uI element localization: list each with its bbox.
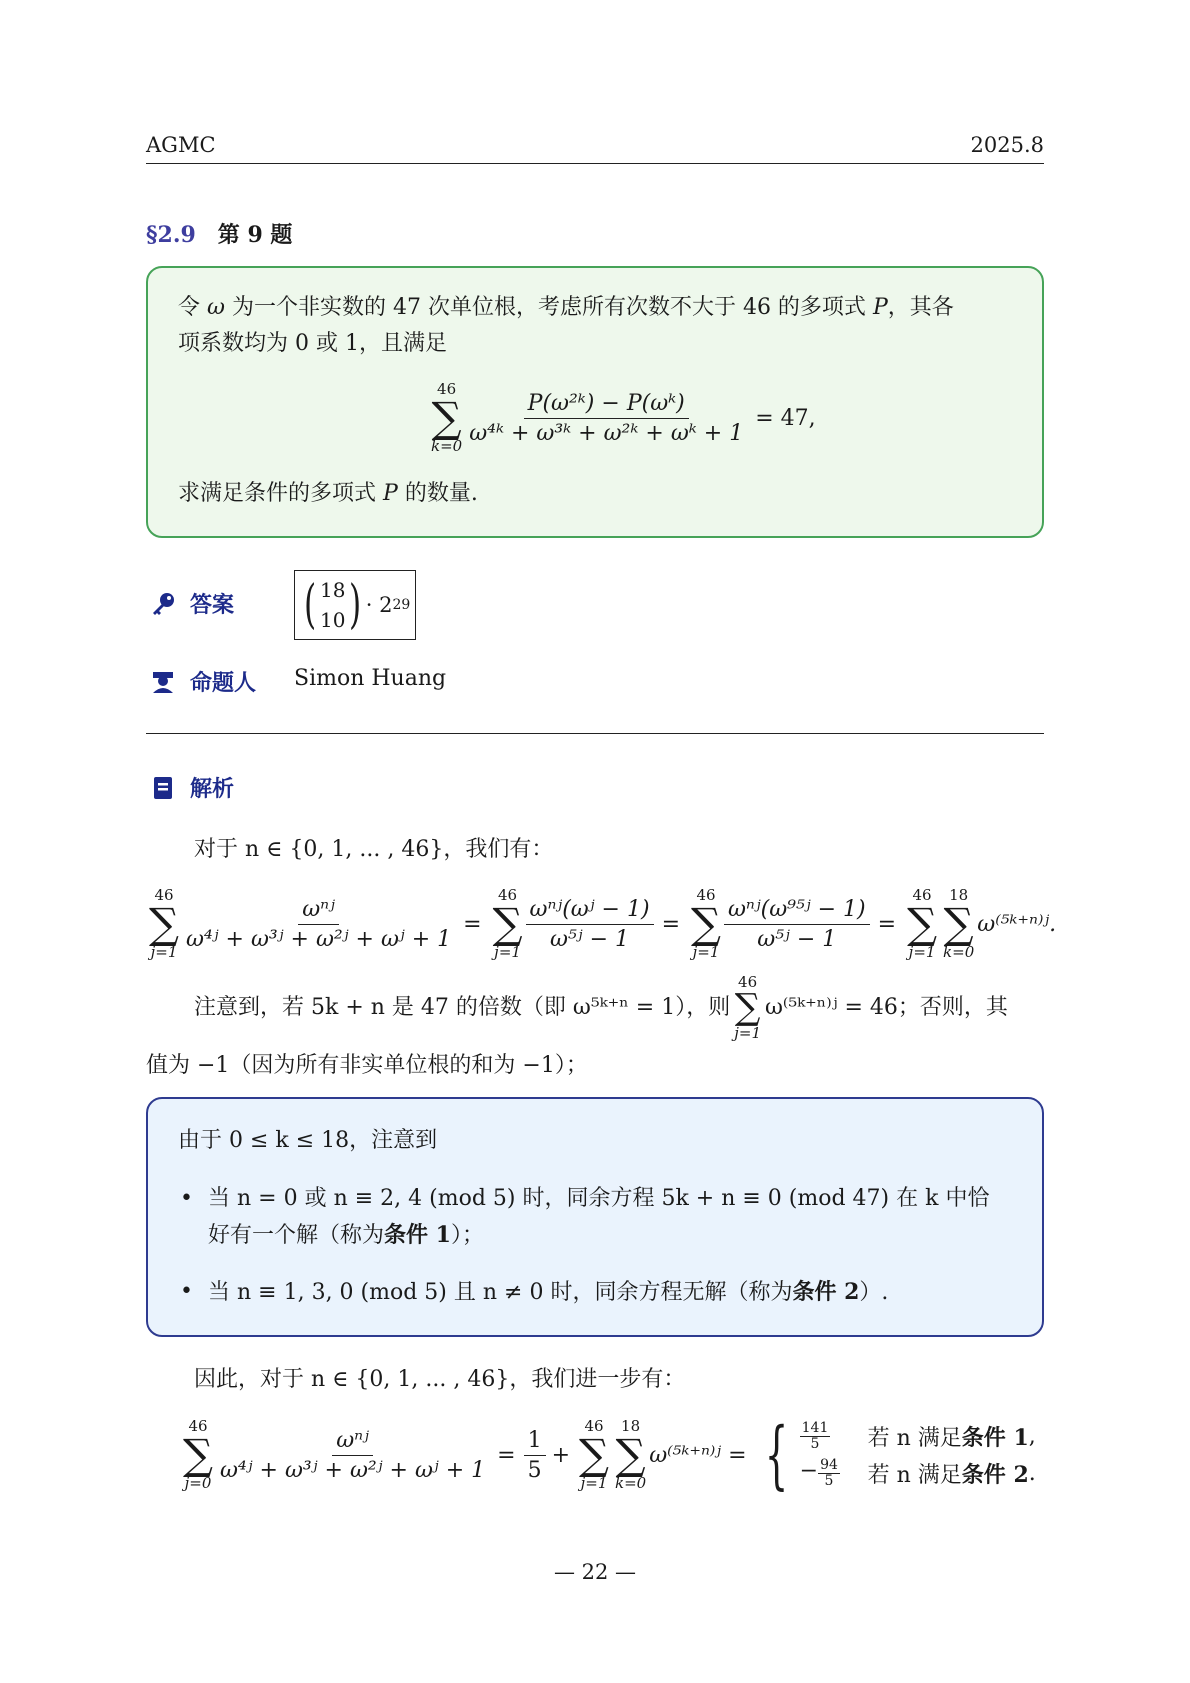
answer-box (294, 570, 416, 640)
answer-power-base: · 2 (365, 593, 393, 617)
section-name: 第 9 题 (217, 222, 293, 248)
note-bullet-1 (148, 1181, 1018, 1254)
case-1 (800, 1421, 1036, 1452)
fraction-denominator: 5 (527, 1457, 542, 1483)
sum-lower: k=0 (431, 437, 463, 455)
fraction-denominator: ω⁴ᵏ + ω³ᵏ + ω²ᵏ + ωᵏ + 1 (469, 420, 744, 446)
fraction-numerator: P(ω²ᵏ) − P(ωᵏ) (524, 391, 689, 419)
text: ω⁽⁵ᵏ⁺ⁿ⁾ʲ = 46；否则，其 (764, 995, 1008, 1020)
sum-upper: 46 (498, 886, 518, 904)
page-header (146, 133, 1044, 164)
text: ，其各 (887, 295, 954, 320)
answer-label: 答案 (190, 592, 235, 618)
text: 当 n ≡ 1, 3, 0 (mod 5) 且 n ≠ 0 时，同余方程无解（称为 (208, 1280, 793, 1305)
sum-lower: j=1 (150, 943, 178, 961)
key-icon (150, 591, 176, 617)
header-left: AGMC (146, 133, 216, 157)
text: 的数量. (404, 481, 478, 506)
sum-symbol: 46 ∑ k=0 (431, 380, 463, 455)
sum-symbol: 46 ∑ j=1 (691, 886, 721, 961)
fraction-denominator: ω⁴ʲ + ω³ʲ + ω²ʲ + ωʲ + 1 (219, 1457, 486, 1483)
sum-upper: 18 (949, 886, 969, 904)
fraction-numerator: ωⁿʲ (332, 1428, 373, 1456)
text: 注意到，若 5k + n 是 47 的倍数（即 ω⁵ᵏ⁺ⁿ = 1），则 (194, 995, 731, 1020)
text: . (1028, 1461, 1036, 1486)
header-right: 2025.8 (970, 133, 1044, 157)
problem-fraction (465, 391, 747, 446)
P-symbol: P (383, 481, 398, 506)
fraction (526, 897, 654, 952)
minus-sign: − (799, 1458, 819, 1484)
text: , (1028, 1424, 1036, 1449)
sum-upper: 46 (154, 886, 174, 904)
equals: = (497, 1442, 516, 1468)
omega-symbol: ω (207, 295, 225, 320)
fraction-numerator: ωⁿʲ(ωʲ − 1) (526, 897, 654, 925)
book-icon (150, 775, 176, 801)
section-number: §2.9 (146, 222, 196, 248)
author-name: Simon Huang (294, 666, 447, 691)
final-equation (180, 1412, 1036, 1498)
conclusion-para: 因此，对于 n ∈ {0, 1, ... , 46}，我们进一步有： (194, 1367, 686, 1392)
text: 当 n = 0 或 n ≡ 2, 4 (mod 5) 时，同余方程 5k + n ≡ 0 (mod 47) 在 k 中恰 (208, 1186, 990, 1211)
problem-equation (428, 382, 816, 454)
binomial-top: 18 (320, 578, 346, 602)
text: 为一个非实数的 47 次单位根，考虑所有次数不大于 46 的多项式 (231, 295, 866, 320)
one-fifth (524, 1428, 546, 1483)
condition-2: 条件 2 (792, 1279, 860, 1305)
sum-upper: 46 (188, 1417, 208, 1435)
answer-label-row (150, 588, 234, 619)
sum-lower: j=1 (692, 943, 720, 961)
text: ）； (450, 1223, 484, 1248)
note-intro: 由于 0 ≤ k ≤ 18，注意到 (178, 1128, 438, 1153)
case-2-num: 94 (820, 1457, 838, 1473)
page-number: — 22 — (553, 1560, 637, 1584)
case-2-den: 5 (824, 1473, 834, 1489)
fraction (724, 897, 870, 952)
case-1-den: 5 (810, 1436, 820, 1452)
graduation-cap-icon (150, 669, 176, 695)
sum-upper: 46 (696, 886, 716, 904)
equation-tail: ω⁽⁵ᵏ⁺ⁿ⁾ʲ. (977, 911, 1057, 937)
problem-line-2: 项系数均为 0 或 1，且满足 (178, 331, 447, 356)
fraction-numerator: ωⁿʲ(ω⁹⁵ʲ − 1) (724, 897, 870, 925)
text: 令 (178, 295, 201, 320)
solution-para-3: 值为 −1（因为所有非实单位根的和为 −1）； (146, 1053, 588, 1078)
note-bullet-2 (148, 1274, 1018, 1311)
fraction (182, 897, 455, 952)
sum-symbol: 46 ∑ j=1 (579, 1417, 609, 1492)
sum-upper: 46 (912, 886, 932, 904)
condition-1: 条件 1 (384, 1222, 451, 1248)
cases: { $\frac{141}{5}$ 若 n 满足 条件 1 , − $\frac{94}{5}$ 若 n 满足 条件 2 . (764, 1412, 1036, 1498)
P-symbol: P (872, 295, 888, 320)
sum-lower: j=1 (734, 1024, 761, 1042)
sum-symbol: 46 ∑ j=1 (734, 973, 761, 1042)
fraction-denominator: ω⁵ʲ − 1 (757, 926, 837, 952)
text: 若 n 满足 (867, 1463, 962, 1488)
sum-lower: j=1 (908, 943, 936, 961)
solution-para-2 (194, 975, 1008, 1041)
plus: + (551, 1442, 570, 1468)
sum-symbol: 46 ∑ j=1 (492, 886, 523, 961)
sum-lower: j=0 (184, 1474, 212, 1492)
sum-lower: j=1 (494, 943, 521, 961)
fraction-numerator: ωⁿʲ (298, 897, 339, 925)
text: ）. (859, 1280, 889, 1305)
solution-para-1: 对于 n ∈ {0, 1, ... , 46}，我们有： (194, 837, 554, 862)
sum-symbol: 18 ∑ k=0 (943, 886, 975, 961)
sum-symbol: 46 ∑ j=0 (183, 1417, 213, 1492)
sum-symbol: 46 ∑ j=1 (149, 886, 179, 961)
note-box (146, 1097, 1044, 1337)
author-label: 命题人 (190, 670, 257, 696)
sum-lower: k=0 (943, 943, 975, 961)
sum-upper: 18 (621, 1417, 641, 1435)
binomial-bottom: 10 (320, 608, 346, 632)
answer-exponent: 29 (392, 597, 411, 613)
author-label-row (150, 666, 256, 697)
solution-label-row (150, 772, 234, 803)
binomial: ( 18 10 ) (303, 575, 362, 635)
condition-2: 条件 2 (961, 1462, 1029, 1488)
section-title (146, 218, 292, 249)
solution-label: 解析 (190, 776, 235, 802)
sum-upper: 46 (738, 973, 758, 991)
fraction-denominator: ω⁵ʲ − 1 (550, 926, 630, 952)
text: 好有一个解（称为 (208, 1223, 385, 1248)
condition-1: 条件 1 (961, 1425, 1029, 1451)
problem-box (146, 266, 1044, 538)
case-1-num: 141 (801, 1420, 829, 1436)
sum-upper: 46 (584, 1417, 604, 1435)
problem-line-1 (178, 290, 1018, 326)
sum-lower: k=0 (614, 1474, 647, 1492)
equation-term: ω⁽⁵ᵏ⁺ⁿ⁾ʲ = (649, 1442, 747, 1468)
fraction (216, 1428, 489, 1483)
sum-symbol: 46 ∑ j=1 (907, 886, 938, 961)
note-list (148, 1181, 1018, 1311)
fraction-denominator: ω⁴ʲ + ω³ʲ + ω²ʲ + ωʲ + 1 (185, 926, 452, 952)
solution-equation-1: 46 ∑ j=1 $\frac{\text{ωⁿʲ}}{\text{ω⁴ʲ + ω³ʲ + ω²ʲ + ωʲ + 1}}$ = 46 ∑ j=1 $\frac{\text{ωⁿʲ(ωʲ − 1)}}{\text{ω⁵ʲ − 1}}$ = 46 ∑ j=1 $\frac{\text{ωⁿʲ(ω⁹⁵ʲ − 1)}}{\text{ω⁵ʲ − 1}}$ = 46 ∑ j=1 18 ∑ k=0 ω⁽⁵ᵏ⁺ⁿ⁾ʲ. (149, 886, 1057, 961)
equation-rhs: = 47, (755, 405, 816, 431)
divider (146, 733, 1044, 734)
sum-lower: j=1 (580, 1474, 608, 1492)
fraction-numerator: 1 (524, 1428, 546, 1456)
problem-line-3 (178, 476, 478, 512)
sum-upper: 46 (437, 380, 457, 398)
text: 求满足条件的多项式 (178, 481, 377, 506)
sum-symbol: 18 ∑ k=0 (614, 1417, 647, 1492)
case-2 (800, 1458, 1036, 1489)
text: 若 n 满足 (867, 1426, 962, 1451)
